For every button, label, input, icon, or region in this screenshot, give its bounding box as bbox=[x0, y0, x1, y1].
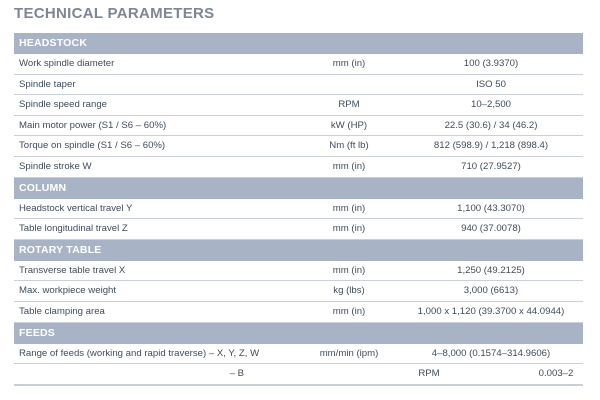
spec-label: Transverse table travel X bbox=[19, 264, 126, 276]
section-header-column: COLUMN bbox=[14, 178, 583, 199]
spec-value: 1,100 (43.3070) bbox=[457, 202, 525, 214]
spec-label: Table clamping area bbox=[19, 305, 105, 317]
spec-label: Range of feeds (working and rapid traverse) – X, Y, Z, W bbox=[19, 347, 260, 359]
section-header-headstock: HEADSTOCK bbox=[14, 33, 583, 54]
spec-value: ISO 50 bbox=[476, 78, 506, 90]
spec-unit: mm (in) bbox=[332, 305, 366, 317]
table-bottom-rule bbox=[14, 385, 583, 386]
spec-row bbox=[14, 364, 583, 385]
spec-label: Spindle speed range bbox=[19, 99, 108, 111]
spec-unit: mm (in) bbox=[332, 160, 366, 172]
spec-label: Table longitudinal travel Z bbox=[19, 223, 128, 235]
spec-row bbox=[14, 199, 583, 220]
spec-unit: RPM bbox=[338, 99, 360, 111]
spec-row bbox=[14, 95, 583, 116]
spec-unit: kW (HP) bbox=[330, 119, 368, 131]
spec-row bbox=[14, 136, 583, 157]
spec-value: 1,000 x 1,120 (39.3700 x 44.0944) bbox=[417, 305, 565, 317]
spec-row bbox=[14, 261, 583, 282]
section-header-rotary-table: ROTARY TABLE bbox=[14, 240, 583, 261]
spec-value: 812 (598.9) / 1,218 (898.4) bbox=[433, 140, 549, 152]
spec-value: 710 (27.9527) bbox=[461, 160, 521, 172]
spec-row bbox=[14, 157, 583, 178]
spec-table bbox=[14, 33, 583, 386]
spec-unit bbox=[299, 75, 399, 95]
spec-row bbox=[14, 344, 583, 365]
spec-value: 100 (3.9370) bbox=[463, 58, 519, 69]
spec-unit: mm (in) bbox=[332, 223, 366, 235]
spec-unit: RPM bbox=[418, 368, 440, 380]
spec-unit: mm (in) bbox=[332, 202, 366, 214]
spec-label: Max. workpiece weight bbox=[19, 285, 117, 297]
spec-row bbox=[14, 75, 583, 96]
page-title: TECHNICAL PARAMETERS bbox=[14, 5, 215, 22]
spec-value: 10–2,500 bbox=[470, 99, 511, 111]
section-header-feeds: FEEDS bbox=[14, 323, 583, 344]
spec-label: Main motor power (S1 / S6 – 60%) bbox=[19, 119, 167, 131]
spec-label: Headstock vertical travel Y bbox=[19, 202, 133, 214]
spec-label: Work spindle diameter bbox=[19, 58, 115, 69]
spec-row bbox=[14, 116, 583, 137]
spec-unit: mm/min (ipm) bbox=[319, 347, 379, 359]
spec-row bbox=[14, 219, 583, 240]
spec-value: 22.5 (30.6) / 34 (46.2) bbox=[444, 119, 538, 131]
spec-row bbox=[14, 281, 583, 302]
spec-label: – B bbox=[229, 368, 244, 380]
spec-label: Spindle stroke W bbox=[19, 160, 92, 172]
spec-unit: mm (in) bbox=[332, 58, 366, 69]
spec-unit: kg (lbs) bbox=[333, 285, 365, 297]
spec-row bbox=[14, 54, 583, 75]
spec-label: Torque on spindle (S1 / S6 – 60%) bbox=[19, 140, 166, 152]
spec-value: 1,250 (49.2125) bbox=[457, 264, 525, 276]
spec-value: 4–8,000 (0.1574–314.9606) bbox=[431, 347, 551, 359]
spec-unit: mm (in) bbox=[332, 264, 366, 276]
spec-label: Spindle taper bbox=[19, 78, 76, 90]
spec-value: 940 (37.0078) bbox=[461, 223, 521, 235]
spec-row bbox=[14, 302, 583, 323]
spec-value: 0.003–2 bbox=[538, 368, 574, 380]
spec-value: 3,000 (6613) bbox=[463, 285, 519, 297]
spec-unit: Nm (ft lb) bbox=[329, 140, 369, 152]
